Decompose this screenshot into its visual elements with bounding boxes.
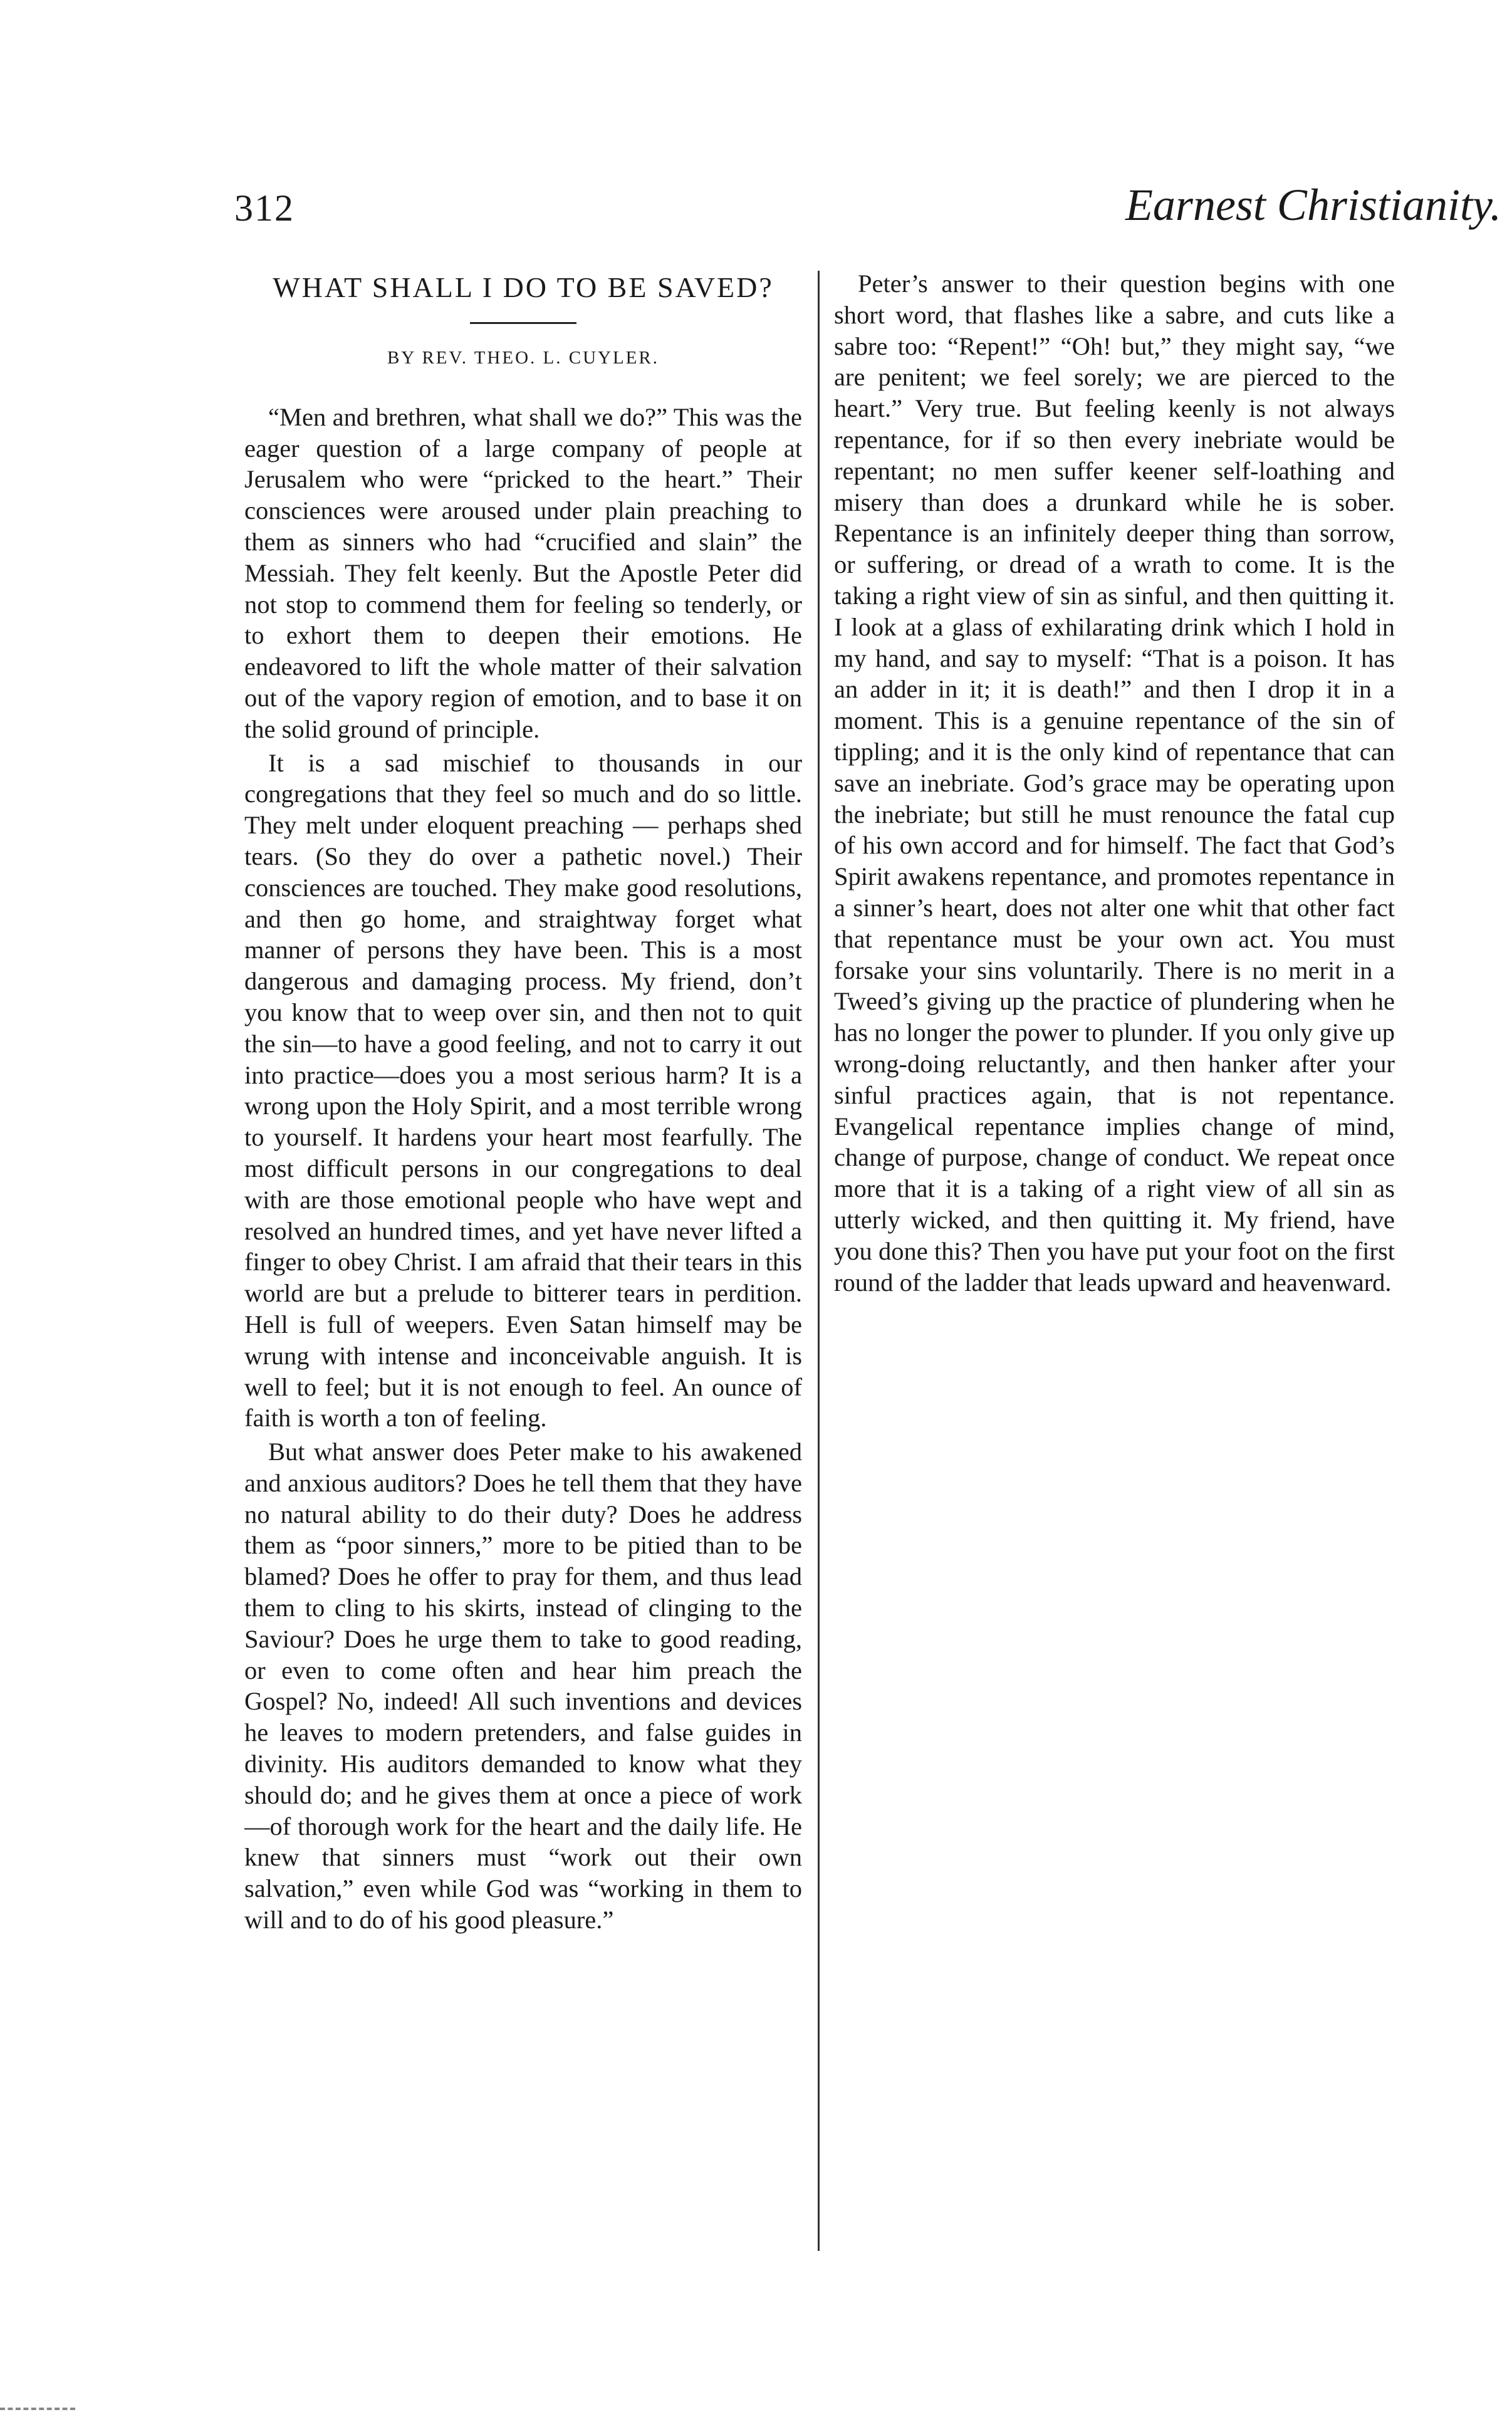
column-divider xyxy=(818,271,820,2251)
article-title: WHAT SHALL I DO TO BE SAVED? xyxy=(273,271,774,303)
paragraph-3: But what answer does Peter make to his awakened and anxious auditors? Does he tell them that they have no natural ability to do their duty? Does he address them as “poor sinners,” more to be pitied than to be blamed? Does he offer to pray for them, and thus lead them to cling to his skirts, instead of clinging to the Saviour? Does he urge them to take to good reading, or even to come often and hear him preach the Gospel? No, indeed! All such inventions and devices he leaves to modern pretenders, and false guides in divinity. His auditors demanded to know what they should do; and he gives them at once a piece of work—of thorough work for the heart and the daily life. He knew that sinners must “work out their own salvation,” even while God was “working in them to will and to do of his good pleasure.” xyxy=(244,1438,802,1934)
margin-mark xyxy=(0,2408,75,2415)
right-column xyxy=(834,268,1395,2186)
running-title: Earnest Christianity. xyxy=(1125,180,1501,230)
paragraph-1: “Men and brethren, what shall we do?” This was the eager question of a large company of people at Jerusalem who were “pricked to the heart.” Their consciences were aroused under plain preaching to them as sinners who had “crucified and slain” the Messiah. They felt keenly. But the Apostle Peter did not stop to commend them for feeling so tenderly, or to exhort them to deepen their emotions. He endeavored to lift the whole matter of their salvation out of the vapory region of emotion, and to base it on the solid ground of principle. xyxy=(244,402,802,743)
left-column xyxy=(244,268,802,2186)
paragraph-4: Peter’s answer to their question begins with one short word, that flashes like a sabre, and cuts like a sabre too: “Repent!” “Oh! but,” they might say, “we are penitent; we feel sorely; we are pierced to the heart.” Very true. But feeling keenly is not always repentance, for if so then every inebriate would be repentant; no men suffer keener self-loathing and misery than does a drunkard while he is sober. Repentance is an infinitely deeper thing than sorrow, or suffering, or dread of a wrath to come. It is the taking a right view of sin as sinful, and then quitting it. I look at a glass of exhilarating drink which I hold in my hand, and say to myself: “That is a poison. It has an adder in it; it is death!” and then I drop it in a moment. This is a genuine repentance of the sin of tippling; and it is the only kind of repentance that can save an inebriate. God’s grace may be operating upon the inebriate; but still he must renounce the fatal cup of his own accord and for himself. The fact that God’s Spirit awakens repentance, and promotes repentance in a sinner’s heart, does not alter one whit that other fact that repentance must be your own act. You must forsake your sins voluntarily. There is no merit in a Tweed’s giving up the practice of plundering when he has no longer the power to plunder. If you only give up wrong-doing reluctantly, and then hanker after your sinful practices again, that is not repentance. Evangelical repentance implies change of mind, change of purpose, change of conduct. We repeat once more that it is a taking of a right view of all sin as utterly wicked, and then quitting it. My friend, have you done this? Then you have put your foot on the first round of the ladder that leads upward and heavenward. xyxy=(834,269,1395,1297)
paragraph-2: It is a sad mischief to thousands in our congregations that they feel so much and do so little. They melt under eloquent preaching — perhaps shed tears. (So they do over a pathetic novel.) Their consciences are touched. They make good resolutions, and then go home, and straightway forget what manner of persons they have been. This is a most dangerous and damaging process. My friend, don’t you know that to weep over sin, and then not to quit the sin—to have a good feeling, and not to carry it out into practice—does you a most serious harm? It is a wrong upon the Holy Spirit, and a most terrible wrong to yourself. It hardens your heart most fearfully. The most difficult persons in our congregations to deal with are those emotional people who have wept and resolved an hundred times, and yet have never lifted a finger to obey Christ. I am afraid that their tears in this world are but a prelude to bitterer tears in perdition. Hell is full of weepers. Even Satan himself may be wrung with intense and inconceivable anguish. It is well to feel; but it is not enough to feel. An ounce of faith is worth a ton of feeling. xyxy=(244,748,802,1433)
page-number: 312 xyxy=(234,187,295,229)
byline: BY REV. THEO. L. CUYLER. xyxy=(387,348,659,368)
title-rule xyxy=(470,322,576,324)
